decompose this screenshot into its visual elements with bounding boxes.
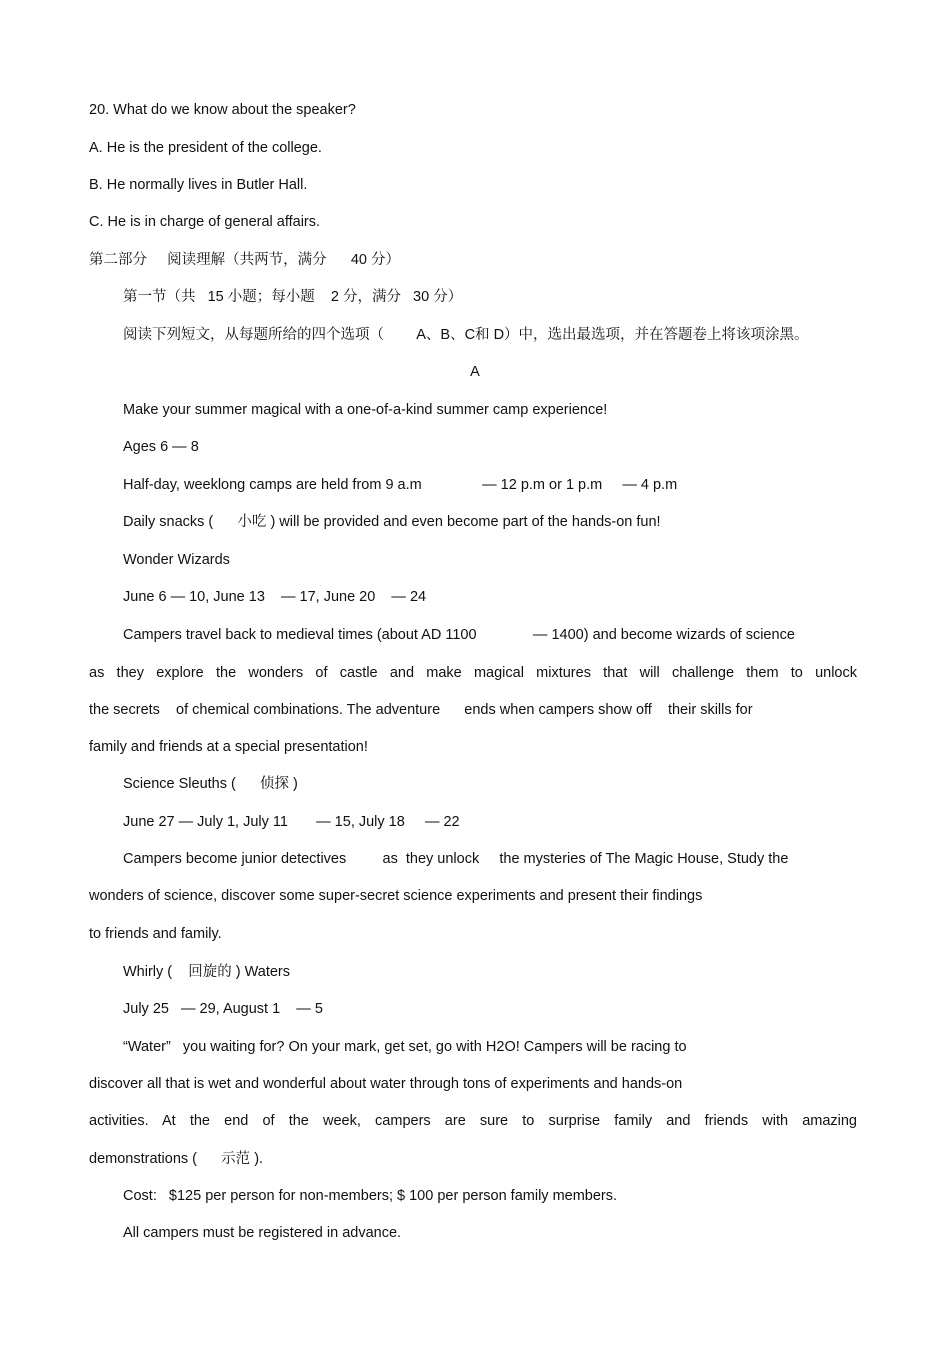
question-20-option-a: A. He is the president of the college. [89, 140, 322, 156]
whirly-waters-text-3: activities. At the end of the week, campers are sure to surprise family and friends with amazing [89, 1113, 857, 1129]
wonder-wizards-dates: June 6 — 10, June 13 — 17, June 20 — 24 [123, 589, 427, 605]
section-1-heading: 第一节（共 15 小题；每小题 2 分，满分 30 分） [123, 289, 463, 305]
wonder-wizards-title: Wonder Wizards [123, 552, 230, 568]
question-20-option-b: B. He normally lives in Butler Hall. [89, 177, 308, 193]
reading-instructions: 阅读下列短文，从每题所给的四个选项（ A、B、C和 D）中，选出最选项，并在答题卷上将该项涂黑。 [123, 327, 809, 343]
camp-ages: Ages 6 — 8 [123, 439, 199, 455]
whirly-waters-text-4: demonstrations ( 示范 ). [89, 1151, 264, 1167]
whirly-waters-text-1: “Water” you waiting for? On your mark, get set, go with H2O! Campers will be racing to [123, 1039, 687, 1055]
registration-note: All campers must be registered in advance. [123, 1225, 402, 1241]
passage-label: A [470, 364, 480, 380]
wonder-wizards-text-3: the secrets of chemical combinations. The adventure ends when campers show off their skills for [89, 702, 753, 718]
wonder-wizards-text-4: family and friends at a special presentation! [89, 739, 368, 755]
camp-snacks: Daily snacks ( 小吃 ) will be provided and even become part of the hands-on fun! [123, 514, 661, 530]
part-2-heading: 第二部分 阅读理解（共两节，满分 40 分） [89, 252, 400, 268]
science-sleuths-title: Science Sleuths ( 侦探 ) [123, 776, 298, 792]
wonder-wizards-text-1: Campers travel back to medieval times (about AD 1100 — 1400) and become wizards of science [123, 627, 795, 643]
science-sleuths-text-1: Campers become junior detectives as they unlock the mysteries of The Magic House, Study the [123, 851, 789, 867]
whirly-waters-dates: July 25 — 29, August 1 — 5 [123, 1001, 323, 1017]
science-sleuths-text-3: to friends and family. [89, 926, 222, 942]
science-sleuths-text-2: wonders of science, discover some super-secret science experiments and present their findings [89, 888, 703, 904]
camp-schedule: Half-day, weeklong camps are held from 9 a.m — 12 p.m or 1 p.m — 4 p.m [123, 477, 678, 493]
passage-intro: Make your summer magical with a one-of-a-kind summer camp experience! [123, 402, 608, 418]
science-sleuths-dates: June 27 — July 1, July 11 — 15, July 18 — 22 [123, 814, 460, 830]
whirly-waters-title: Whirly ( 回旋的 ) Waters [123, 964, 291, 980]
whirly-waters-text-2: discover all that is wet and wonderful about water through tons of experiments and hands-on [89, 1076, 683, 1092]
question-20-stem: 20. What do we know about the speaker? [89, 102, 356, 118]
wonder-wizards-text-2: as they explore the wonders of castle and make magical mixtures that will challenge them to unlock [89, 665, 857, 681]
question-20-option-c: C. He is in charge of general affairs. [89, 214, 321, 230]
camp-cost: Cost: $125 per person for non-members; $ 100 per person family members. [123, 1188, 618, 1204]
